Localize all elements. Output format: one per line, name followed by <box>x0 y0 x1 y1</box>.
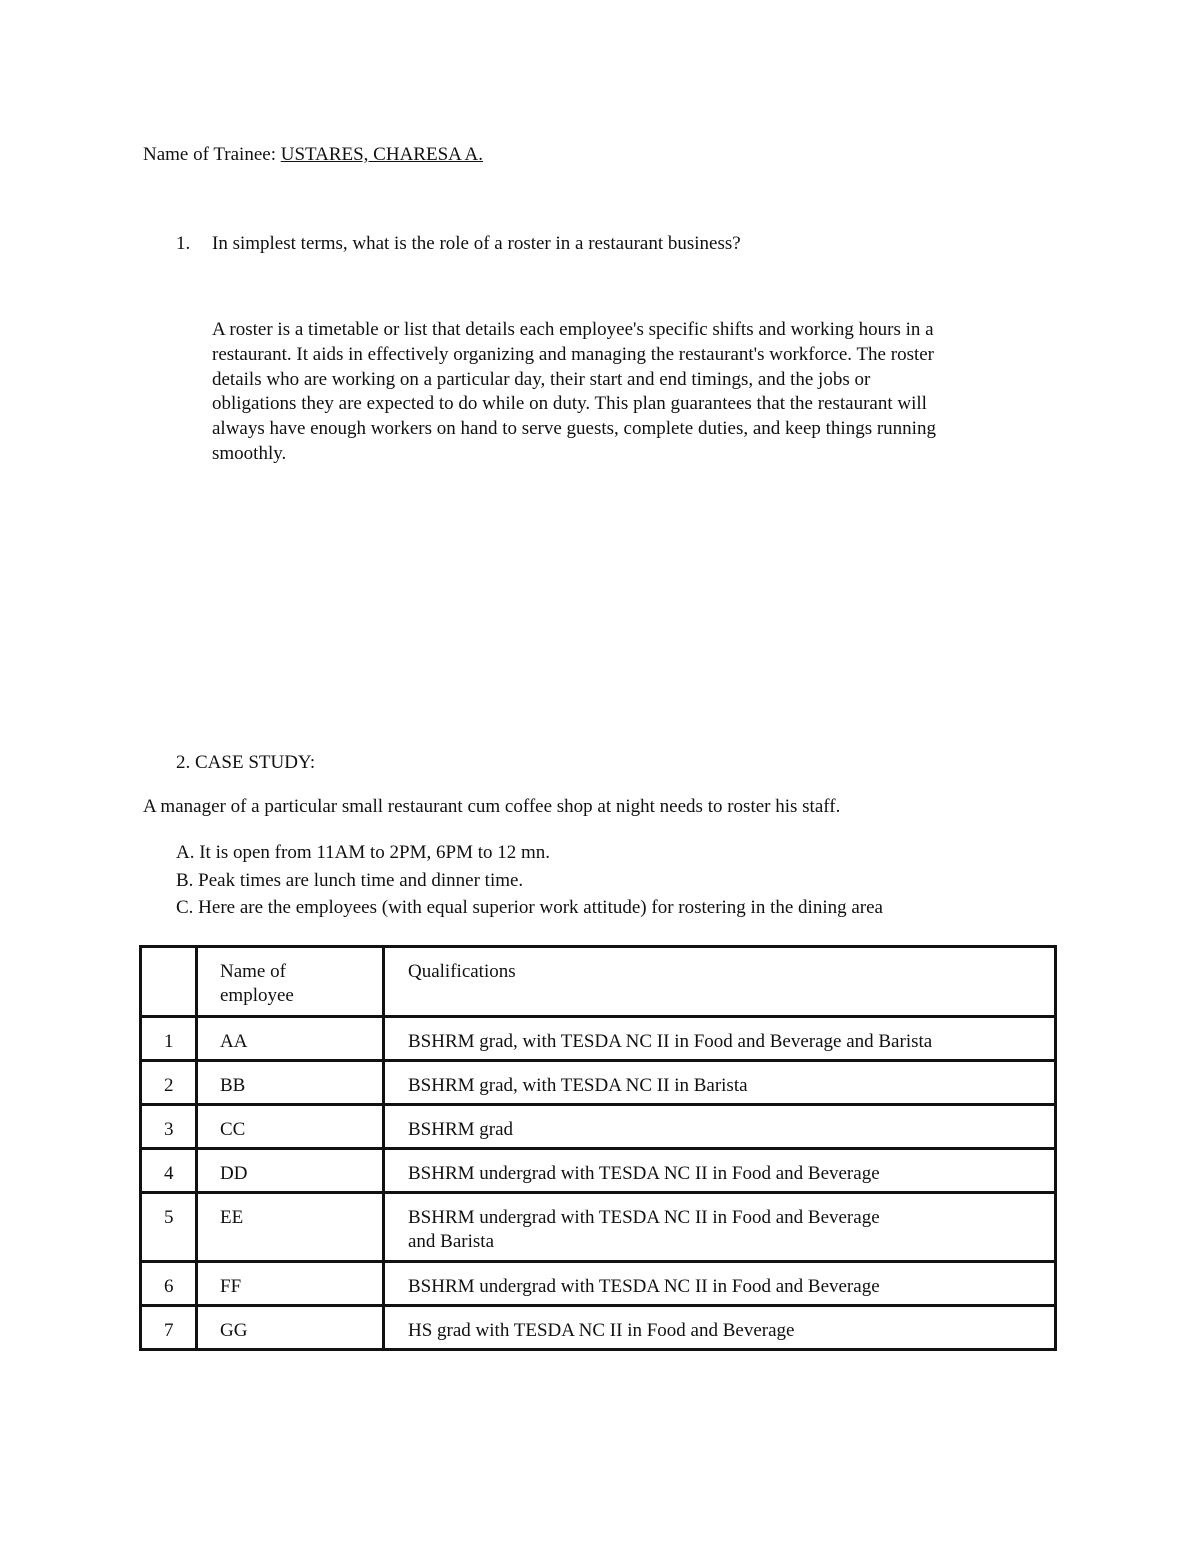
header-qualifications-cell: Qualifications <box>384 947 1056 1017</box>
trainee-name: USTARES, CHARESA A. <box>280 144 483 165</box>
table-row <box>141 1105 1056 1149</box>
case-study-heading: 2. CASE STUDY: <box>176 752 316 773</box>
row-name: CC <box>197 1105 384 1149</box>
row-qualifications: BSHRM undergrad with TESDA NC II in Food and Beverage <box>384 1262 1056 1306</box>
question-1 <box>176 232 741 256</box>
row-name: EE <box>197 1193 384 1262</box>
row-number: 3 <box>141 1105 197 1149</box>
header-name-line: employee <box>220 985 294 1006</box>
row-number: 1 <box>141 1017 197 1061</box>
question-1-text: In simplest terms, what is the role of a roster in a restaurant business? <box>212 233 741 254</box>
case-study-item: B. Peak times are lunch time and dinner time. <box>176 869 524 891</box>
row-qualifications: BSHRM grad <box>384 1105 1056 1149</box>
answer-line: A roster is a timetable or list that details each employee's specific shifts and working hours in a <box>212 319 934 340</box>
row-number: 7 <box>141 1306 197 1350</box>
row-name: FF <box>197 1262 384 1306</box>
answer-line: obligations they are expected to do while on duty. This plan guarantees that the restaurant will <box>212 393 927 415</box>
trainee-label: Name of Trainee: <box>143 144 281 165</box>
trainee-line <box>143 143 483 167</box>
row-qualifications: BSHRM grad, with TESDA NC II in Barista <box>384 1061 1056 1105</box>
row-number: 6 <box>141 1262 197 1306</box>
row-number: 4 <box>141 1149 197 1193</box>
row-qualifications: BSHRM grad, with TESDA NC II in Food and Beverage and Barista <box>384 1017 1056 1061</box>
case-study-intro: A manager of a particular small restaurant cum coffee shop at night needs to roster his staff. <box>143 796 841 817</box>
table-row <box>141 1306 1056 1350</box>
employee-table <box>139 945 1057 1351</box>
question-1-answer <box>212 318 1052 467</box>
table-header-row <box>141 947 1056 1017</box>
row-number: 5 <box>141 1193 197 1262</box>
question-1-number: 1. <box>176 233 191 254</box>
answer-line: smoothly. <box>212 442 287 464</box>
case-study-list <box>176 839 883 922</box>
case-study-item: A. It is open from 11AM to 2PM, 6PM to 12 mn. <box>176 842 551 863</box>
case-study-item: C. Here are the employees (with equal superior work attitude) for rostering in the dining area <box>176 897 883 918</box>
table-row <box>141 1017 1056 1061</box>
row-name: GG <box>197 1306 384 1350</box>
table-row <box>141 1193 1056 1262</box>
table-row <box>141 1262 1056 1306</box>
qualification-line: and Barista <box>408 1231 495 1252</box>
row-qualifications <box>384 1193 1056 1262</box>
row-name: AA <box>197 1017 384 1061</box>
answer-line: details who are working on a particular day, their start and end timings, and the jobs or <box>212 368 871 390</box>
row-name: DD <box>197 1149 384 1193</box>
header-name-line: Name of <box>220 961 286 982</box>
row-number: 2 <box>141 1061 197 1105</box>
header-number-cell <box>141 947 197 1017</box>
answer-line: restaurant. It aids in effectively organizing and managing the restaurant's workforce. The roster <box>212 343 934 365</box>
header-name-cell <box>197 947 384 1017</box>
row-qualifications: HS grad with TESDA NC II in Food and Beverage <box>384 1306 1056 1350</box>
row-qualifications: BSHRM undergrad with TESDA NC II in Food and Beverage <box>384 1149 1056 1193</box>
answer-line: always have enough workers on hand to serve guests, complete duties, and keep things running <box>212 418 936 440</box>
qualification-line: BSHRM undergrad with TESDA NC II in Food and Beverage <box>408 1207 880 1228</box>
table-row <box>141 1149 1056 1193</box>
row-name: BB <box>197 1061 384 1105</box>
table-row <box>141 1061 1056 1105</box>
